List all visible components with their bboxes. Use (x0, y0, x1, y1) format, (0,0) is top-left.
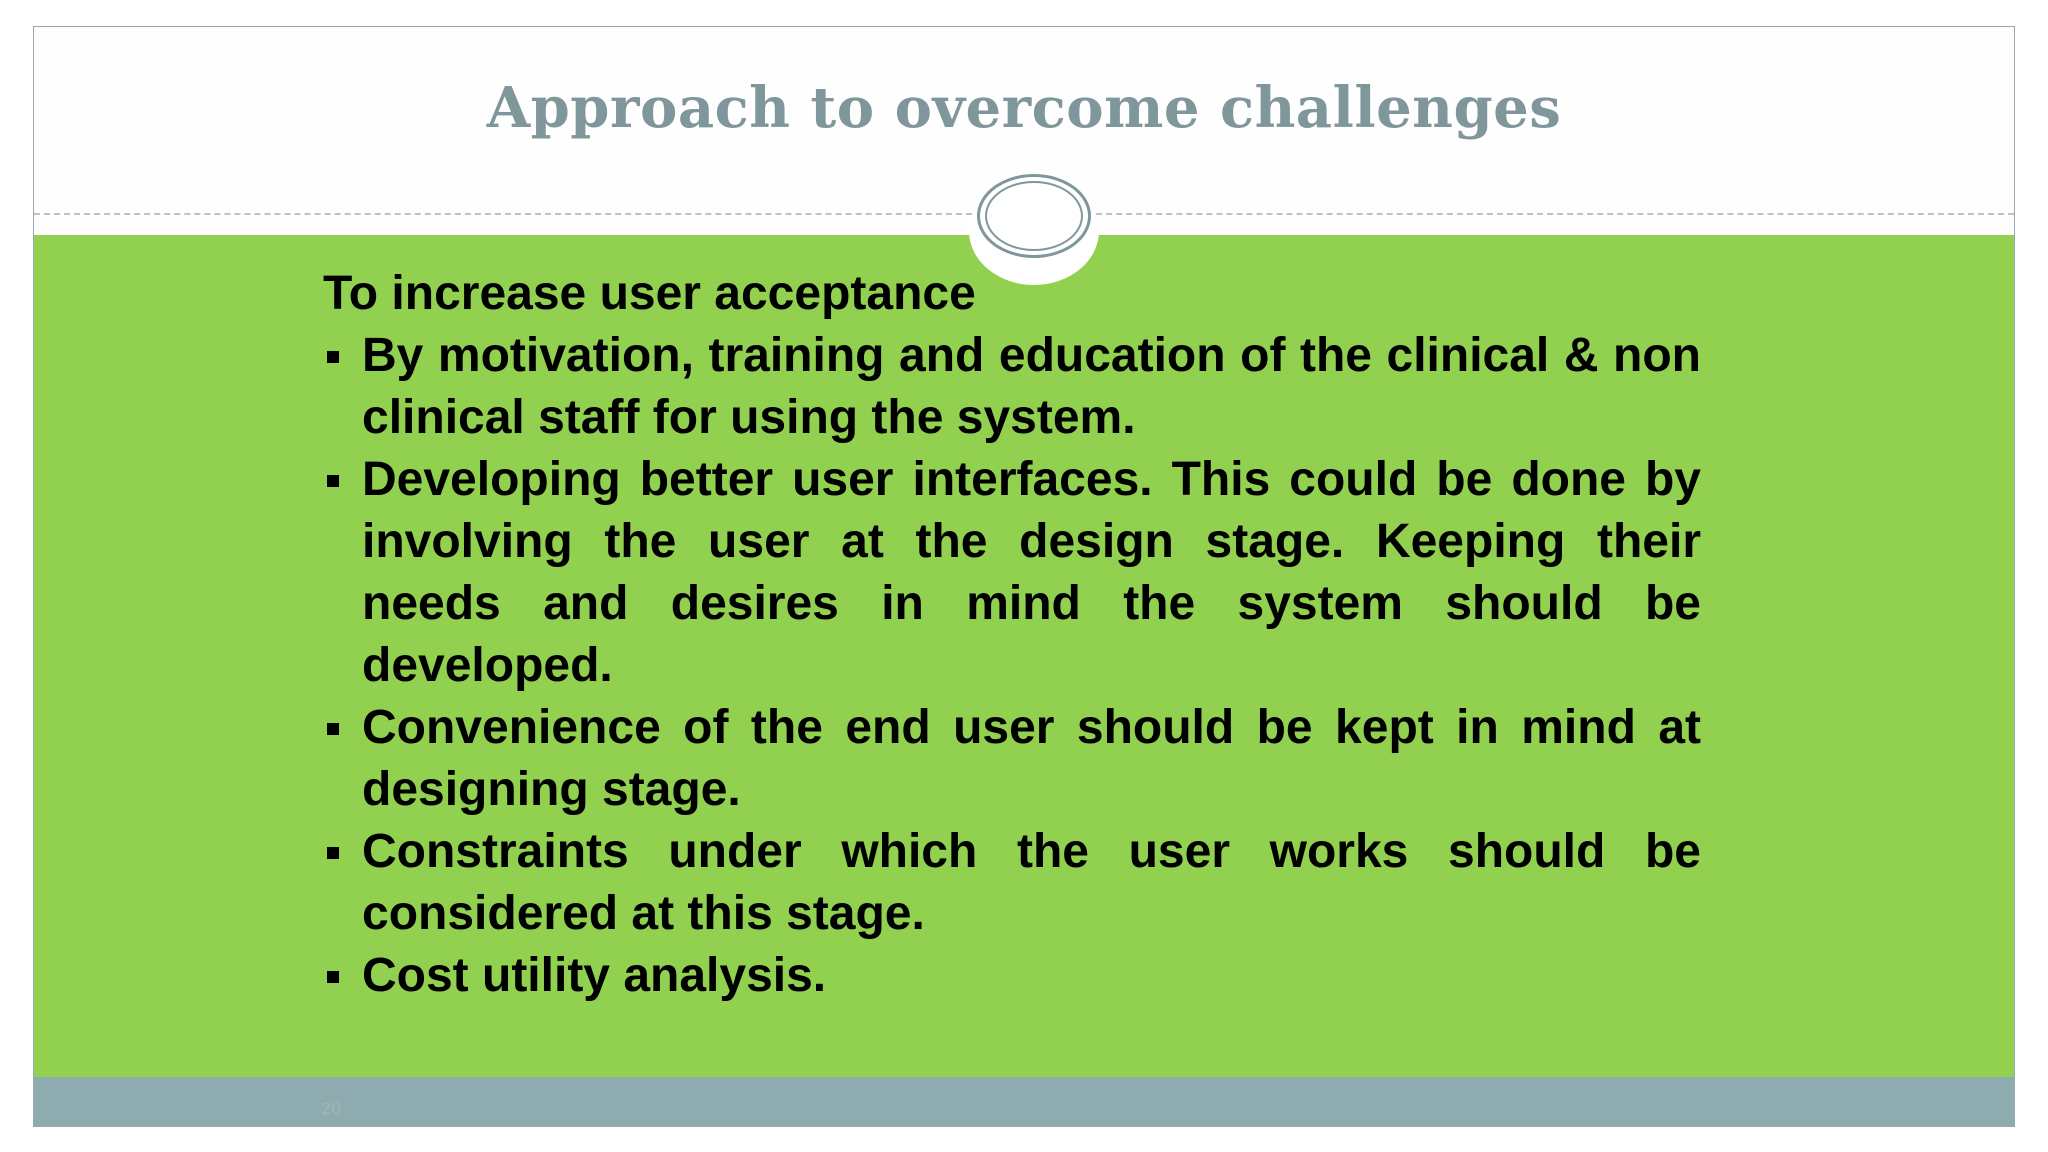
square-bullet-icon (327, 847, 339, 859)
page-number: 20 (321, 1099, 342, 1118)
slide (33, 26, 2015, 1127)
slide-title: Approach to overcome challenges (486, 75, 1562, 141)
bullet-list (323, 325, 1701, 1007)
decorative-ring-inner (985, 181, 1083, 251)
slide-content (323, 263, 1701, 1007)
bullet-item (323, 449, 1701, 697)
bullet-text: Convenience of the end user should be kept in mind at designing stage. (362, 701, 1701, 816)
bullet-item (323, 325, 1701, 449)
bullet-text: Developing better user interfaces. This could be done by involving the user at the design stage. Keeping their needs and desires in mind the system should be developed. (362, 453, 1701, 692)
square-bullet-icon (327, 723, 339, 735)
bullet-text: Cost utility analysis. (362, 949, 827, 1002)
bullet-item (323, 945, 1701, 1007)
bullet-text: By motivation, training and education of the clinical & non clinical staff for using the system. (362, 329, 1701, 444)
bullet-item (323, 821, 1701, 945)
content-heading: To increase user acceptance (323, 267, 976, 320)
bullet-text: Constraints under which the user works should be considered at this stage. (362, 825, 1701, 940)
square-bullet-icon (327, 351, 339, 363)
square-bullet-icon (327, 971, 339, 983)
square-bullet-icon (327, 475, 339, 487)
bullet-item (323, 697, 1701, 821)
